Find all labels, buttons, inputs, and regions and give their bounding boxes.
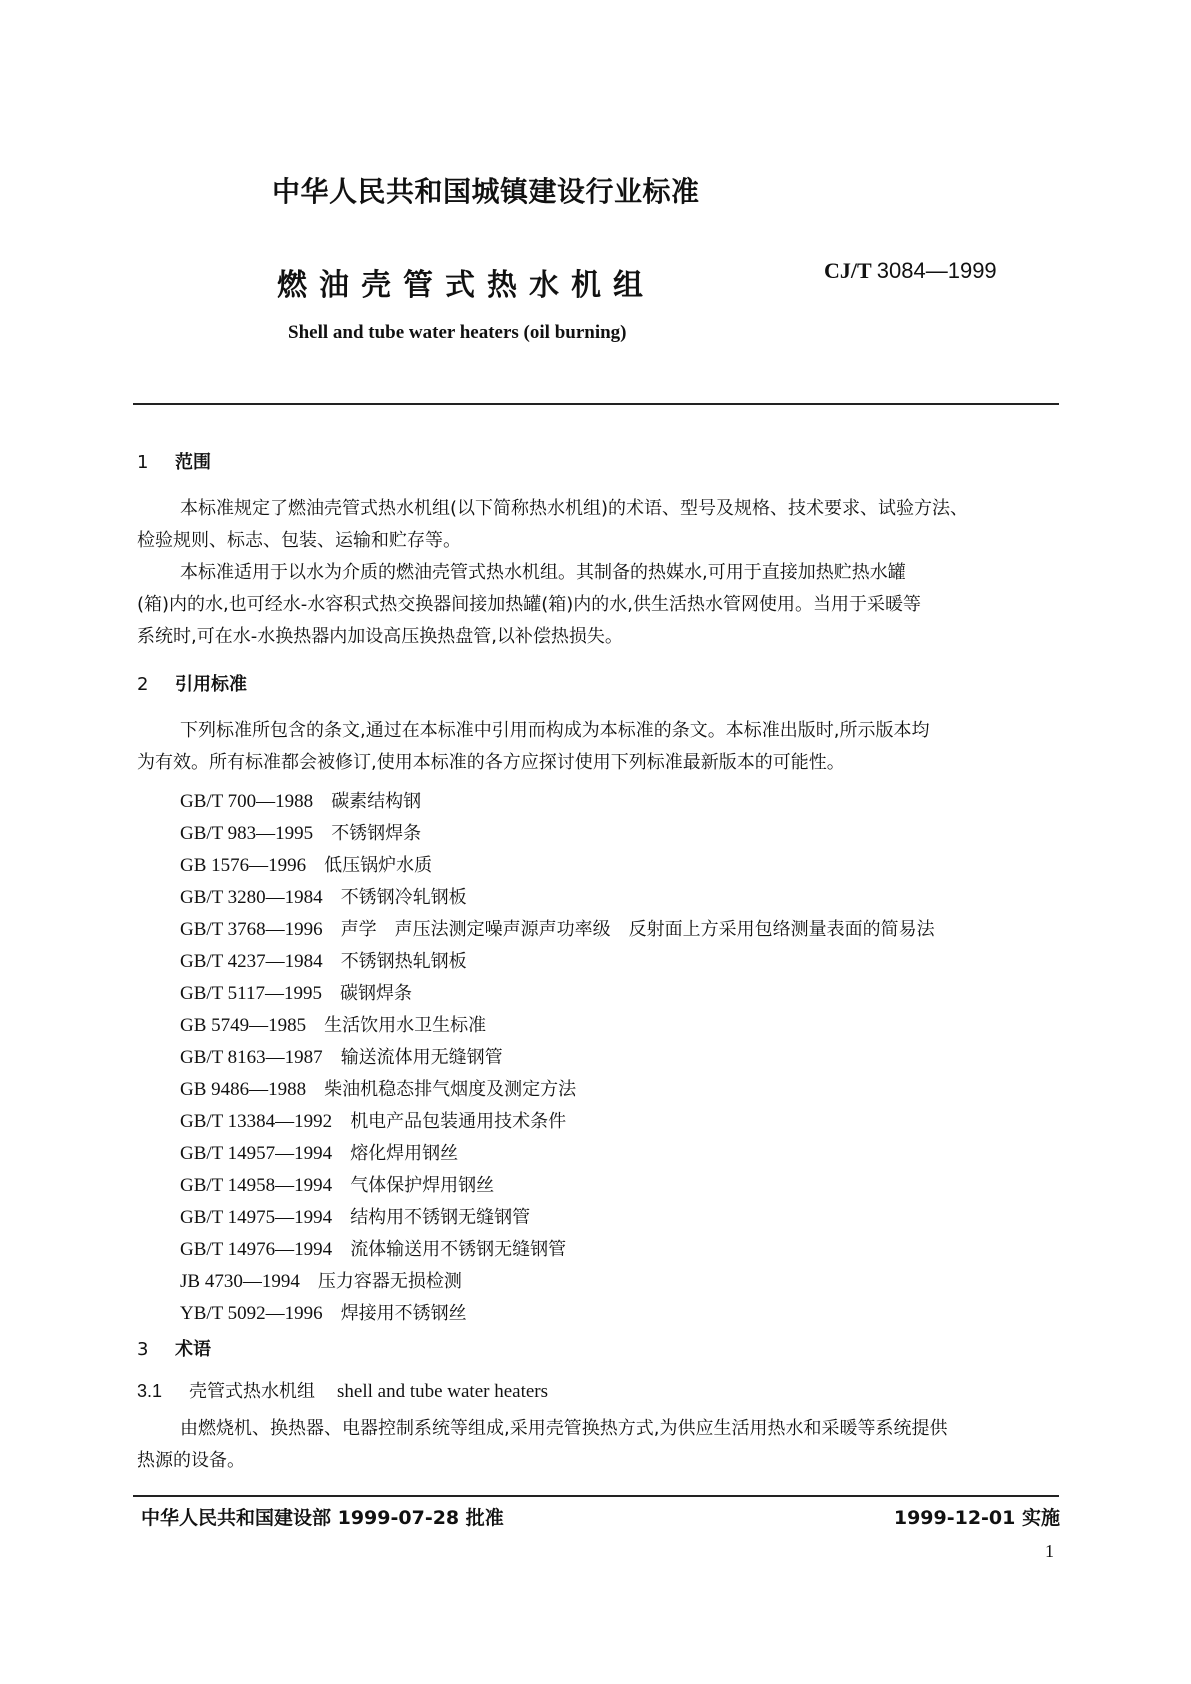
reference-name: 生活饮用水卫生标准: [324, 1015, 487, 1036]
section-2-para-line-1: 下列标准所包含的条文,通过在本标准中引用而构成为本标准的条文。本标准出版时,所示版本均: [180, 720, 930, 741]
section-1-heading: 1 范围: [137, 452, 211, 473]
term-english: shell and tube water heaters: [337, 1381, 549, 1402]
reference-item: [180, 1203, 530, 1229]
reference-name: 输送流体用无缝钢管: [340, 1047, 503, 1068]
section-1-para-2-line-1: 本标准适用于以水为介质的燃油壳管式热水机组。其制备的热媒水,可用于直接加热贮热水罐: [180, 562, 906, 583]
reference-name: 低压锅炉水质: [324, 855, 433, 876]
reference-code: GB/T 8163—1987: [180, 1047, 323, 1068]
reference-name: 柴油机稳态排气烟度及测定方法: [324, 1079, 577, 1100]
reference-name: 不锈钢冷轧钢板: [340, 887, 467, 908]
reference-name: 气体保护焊用钢丝: [350, 1175, 495, 1196]
reference-item: [180, 819, 421, 845]
issuing-authority: 中华人民共和国城镇建设行业标准: [272, 175, 700, 208]
reference-code: GB/T 4237—1984: [180, 951, 323, 972]
approval-line: 中华人民共和国建设部 1999-07-28 批准: [141, 1507, 504, 1529]
reference-code: GB/T 983—1995: [180, 823, 314, 844]
reference-item: [180, 1107, 566, 1133]
reference-item: [180, 787, 421, 813]
reference-name: 机电产品包装通用技术条件: [350, 1111, 567, 1132]
reference-code: GB 9486—1988: [180, 1079, 307, 1100]
reference-item: [180, 1235, 566, 1261]
section-3-heading: 3 术语: [137, 1339, 211, 1360]
reference-item: [180, 915, 935, 941]
reference-code: JB 4730—1994: [180, 1271, 300, 1292]
reference-code: GB/T 700—1988: [180, 791, 314, 812]
reference-code: GB/T 14976—1994: [180, 1239, 333, 1260]
implementation-date: 1999-12-01 实施: [893, 1507, 1060, 1529]
reference-code: GB/T 14957—1994: [180, 1143, 333, 1164]
reference-item: [180, 947, 467, 973]
reference-name: 焊接用不锈钢丝: [340, 1303, 467, 1324]
reference-code: GB 5749—1985: [180, 1015, 307, 1036]
reference-item: [180, 1075, 576, 1101]
reference-code: GB/T 14975—1994: [180, 1207, 333, 1228]
term-chinese: 壳管式热水机组: [189, 1381, 315, 1402]
section-1-para-1-line-2: 检验规则、标志、包装、运输和贮存等。: [137, 530, 461, 551]
reference-code: GB/T 14958—1994: [180, 1175, 333, 1196]
english-title: Shell and tube water heaters (oil burning): [288, 322, 627, 343]
reference-code: GB/T 13384—1992: [180, 1111, 333, 1132]
term-3-1-definition-line-1: 由燃烧机、换热器、电器控制系统等组成,采用壳管换热方式,为供应生活用热水和采暖等系统提供: [180, 1418, 948, 1439]
section-1-para-1-line-1: 本标准规定了燃油壳管式热水机组(以下简称热水机组)的术语、型号及规格、技术要求、试验方法、: [180, 498, 969, 519]
standard-number: 3084—1999: [876, 258, 997, 283]
reference-name: 结构用不锈钢无缝钢管: [350, 1207, 531, 1228]
reference-item: [180, 851, 432, 877]
reference-name: 熔化焊用钢丝: [350, 1143, 459, 1164]
document-title: 燃油壳管式热水机组: [277, 268, 655, 303]
reference-item: [180, 1011, 486, 1037]
term-3-1-definition-line-2: 热源的设备。: [137, 1450, 245, 1471]
standard-code: [824, 258, 997, 284]
page-number: 1: [1045, 1541, 1054, 1561]
term-3-1: [137, 1377, 548, 1403]
reference-code: GB/T 3280—1984: [180, 887, 323, 908]
section-2-heading: 2 引用标准: [137, 674, 247, 695]
reference-item: [180, 1267, 462, 1293]
section-1-para-2-line-2: (箱)内的水,也可经水-水容积式热交换器间接加热罐(箱)内的水,供生活热水管网使用。当用于采暖等: [137, 594, 922, 615]
reference-name: 碳钢焊条: [339, 983, 412, 1004]
term-number: 3.1: [137, 1381, 163, 1401]
reference-name: 不锈钢焊条: [331, 823, 422, 844]
section-2-para-line-2: 为有效。所有标准都会被修订,使用本标准的各方应探讨使用下列标准最新版本的可能性。: [137, 752, 845, 773]
header-divider: [133, 403, 1059, 405]
reference-item: [180, 1171, 494, 1197]
standard-prefix: CJ/T: [824, 258, 872, 283]
reference-code: GB 1576—1996: [180, 855, 307, 876]
section-1-para-2-line-3: 系统时,可在水-水换热器内加设高压换热盘管,以补偿热损失。: [137, 626, 623, 647]
reference-name: 声学 声压法测定噪声源声功率级 反射面上方采用包络测量表面的简易法: [340, 919, 935, 940]
reference-item: [180, 883, 467, 909]
reference-item: [180, 1139, 458, 1165]
reference-code: GB/T 5117—1995: [180, 983, 322, 1004]
reference-name: 流体输送用不锈钢无缝钢管: [350, 1239, 567, 1260]
reference-name: 压力容器无损检测: [317, 1271, 462, 1292]
reference-code: GB/T 3768—1996: [180, 919, 323, 940]
reference-name: 不锈钢热轧钢板: [340, 951, 467, 972]
reference-code: YB/T 5092—1996: [180, 1303, 323, 1324]
footer-divider: [133, 1495, 1059, 1497]
reference-item: [180, 1299, 467, 1325]
reference-item: [180, 1043, 503, 1069]
reference-name: 碳素结构钢: [331, 791, 422, 812]
reference-item: [180, 979, 412, 1005]
